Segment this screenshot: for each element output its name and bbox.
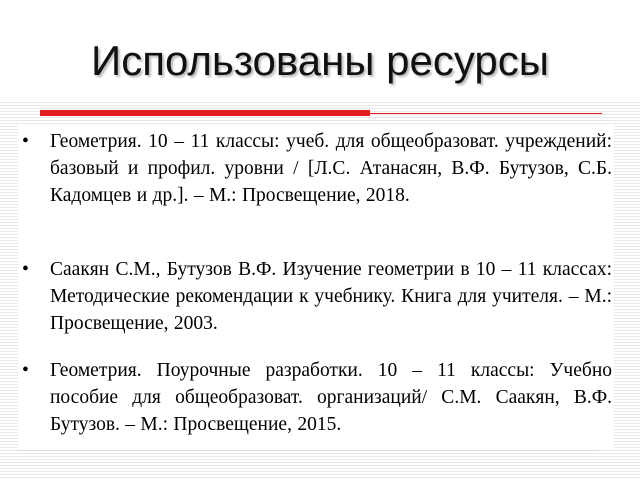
reference-text: Геометрия. Поурочные разработки. 10 – 11 классы: Учебно пособие для общеобразоват. организаций/ С.М. Саакян, В.Ф. Бутузов. – М.: Просвещение, 2015. <box>50 360 612 435</box>
bullet-icon: • <box>22 360 29 381</box>
bullet-icon: • <box>22 259 29 280</box>
panel-bottom-rule <box>18 450 598 451</box>
slide-title: Использованы ресурсы <box>91 37 549 84</box>
reference-text: Саакян С.М., Бутузов В.Ф. Изучение геометрии в 10 – 11 классах: Методические рекомендации к учебнику. Книга для учителя. – М.: Просвещение, 2003. <box>50 259 612 334</box>
bullet-icon: • <box>22 131 29 152</box>
list-item <box>22 256 612 337</box>
title-underline-thin <box>370 113 602 114</box>
title-underline-thick <box>40 110 370 116</box>
list-item <box>22 357 612 438</box>
reference-text: Геометрия. 10 – 11 классы: учеб. для общеобразоват. учреждений: базовый и профил. уровни / [Л.С. Атанасян, В.Ф. Бутузов, С.Б. Кадомцев и др.]. – М.: Просвещение, 2018. <box>50 131 612 206</box>
list-item <box>22 128 612 209</box>
